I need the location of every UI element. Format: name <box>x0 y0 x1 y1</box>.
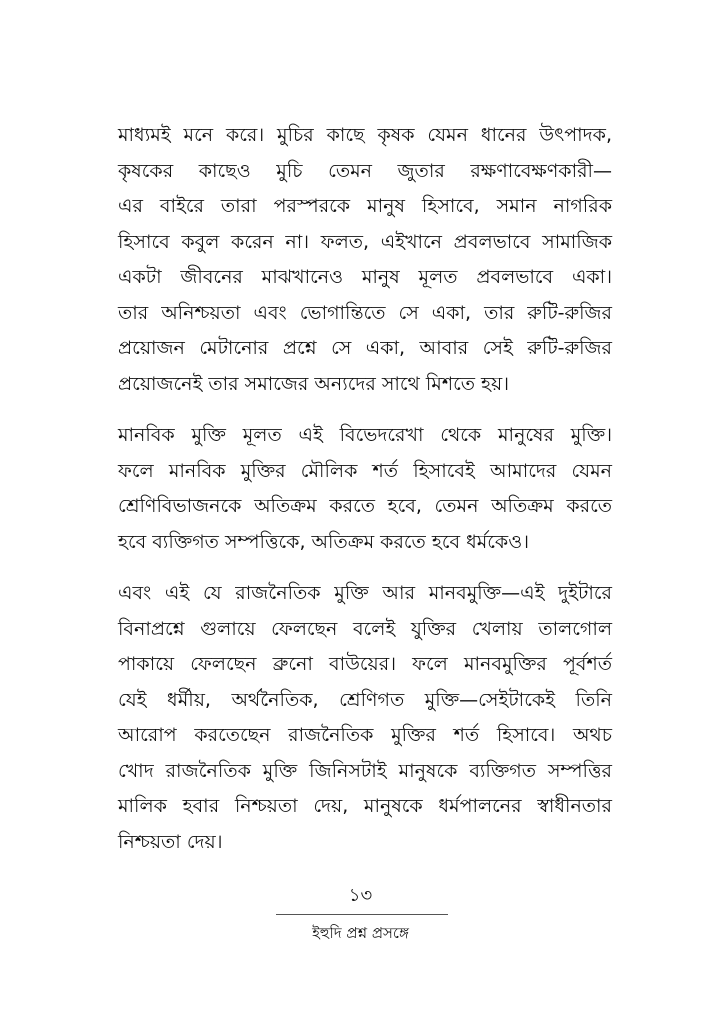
text-line: একটা জীবনের মাঝখানেও মানুষ মূলত প্রবলভাবে একা। <box>118 266 612 288</box>
text-line: প্রয়োজনেই তার সমাজের অন্যদের সাথে মিশতে হয়। <box>118 372 509 395</box>
running-footer-title: ইহুদি প্রশ্ন প্রসঙ্গে <box>312 924 409 942</box>
footer-divider <box>276 914 448 915</box>
text-line: এর বাইরে তারা পরস্পরকে মানুষ হিসাবে, সমান নাগরিক <box>118 195 612 217</box>
text-line: পাকায়ে ফেলছেন ব্রুনো বাউয়ের। ফলে মানবমুক্তির পূর্বশর্ত <box>118 653 612 675</box>
text-line: খোদ রাজনৈতিক মুক্তি জিনিসটাই মানুষকে ব্যক্তিগত সম্পত্তির <box>118 759 612 782</box>
text-line: আরোপ করতেছেন রাজনৈতিক মুক্তির শর্ত হিসাবে। অথচ <box>118 724 612 746</box>
text-line: ফলে মানবিক মুক্তির মৌলিক শর্ত হিসাবেই আমাদের যেমন <box>118 459 612 482</box>
page-number: ১৩ <box>348 885 373 906</box>
text-line: হিসাবে কবুল করেন না। ফলত, এইখানে প্রবলভাবে সামাজিক <box>118 230 612 253</box>
text-line: এবং এই যে রাজনৈতিক মুক্তি আর মানবমুক্তি—এই দুইটারে <box>118 582 612 604</box>
page-body <box>118 118 612 876</box>
text-line: বিনাপ্রশ্নে গুলায়ে ফেলছেন বলেই যুক্তির খেলায় তালগোল <box>118 617 612 640</box>
text-line: যেই ধর্মীয়, অর্থনৈতিক, শ্রেণিগত মুক্তি—সেইটাকেই তিনি <box>118 688 612 711</box>
text-line: হবে ব্যক্তিগত সম্পত্তিকে, অতিক্রম করতে হবে ধর্মকেও। <box>118 530 529 553</box>
paragraph-3 <box>118 576 612 860</box>
text-line: তার অনিশ্চয়তা এবং ভোগান্তিতে সে একা, তার রুটি-রুজির <box>118 301 612 324</box>
text-line: মানবিক মুক্তি মূলত এই বিভেদরেখা থেকে মানুষের মুক্তি। <box>118 424 612 446</box>
text-line: মালিক হবার নিশ্চয়তা দেয়, মানুষকে ধর্মপালনের স্বাধীনতার <box>118 795 612 817</box>
text-line: প্রয়োজন মেটানোর প্রশ্নে সে একা, আবার সেই রুটি-রুজির <box>118 337 612 359</box>
paragraph-2 <box>118 418 612 560</box>
text-line: নিশ্চয়তা দেয়। <box>118 830 223 853</box>
text-line: কৃষকের কাছেও মুচি তেমন জুতার রক্ষণাবেক্ষণকারী— <box>118 159 612 182</box>
text-line: মাধ্যমই মনে করে। মুচির কাছে কৃষক যেমন ধানের উৎপাদক, <box>118 124 612 146</box>
paragraph-1 <box>118 118 612 402</box>
text-line: শ্রেণিবিভাজনকে অতিক্রম করতে হবে, তেমন অতিক্রম করতে <box>118 495 612 517</box>
